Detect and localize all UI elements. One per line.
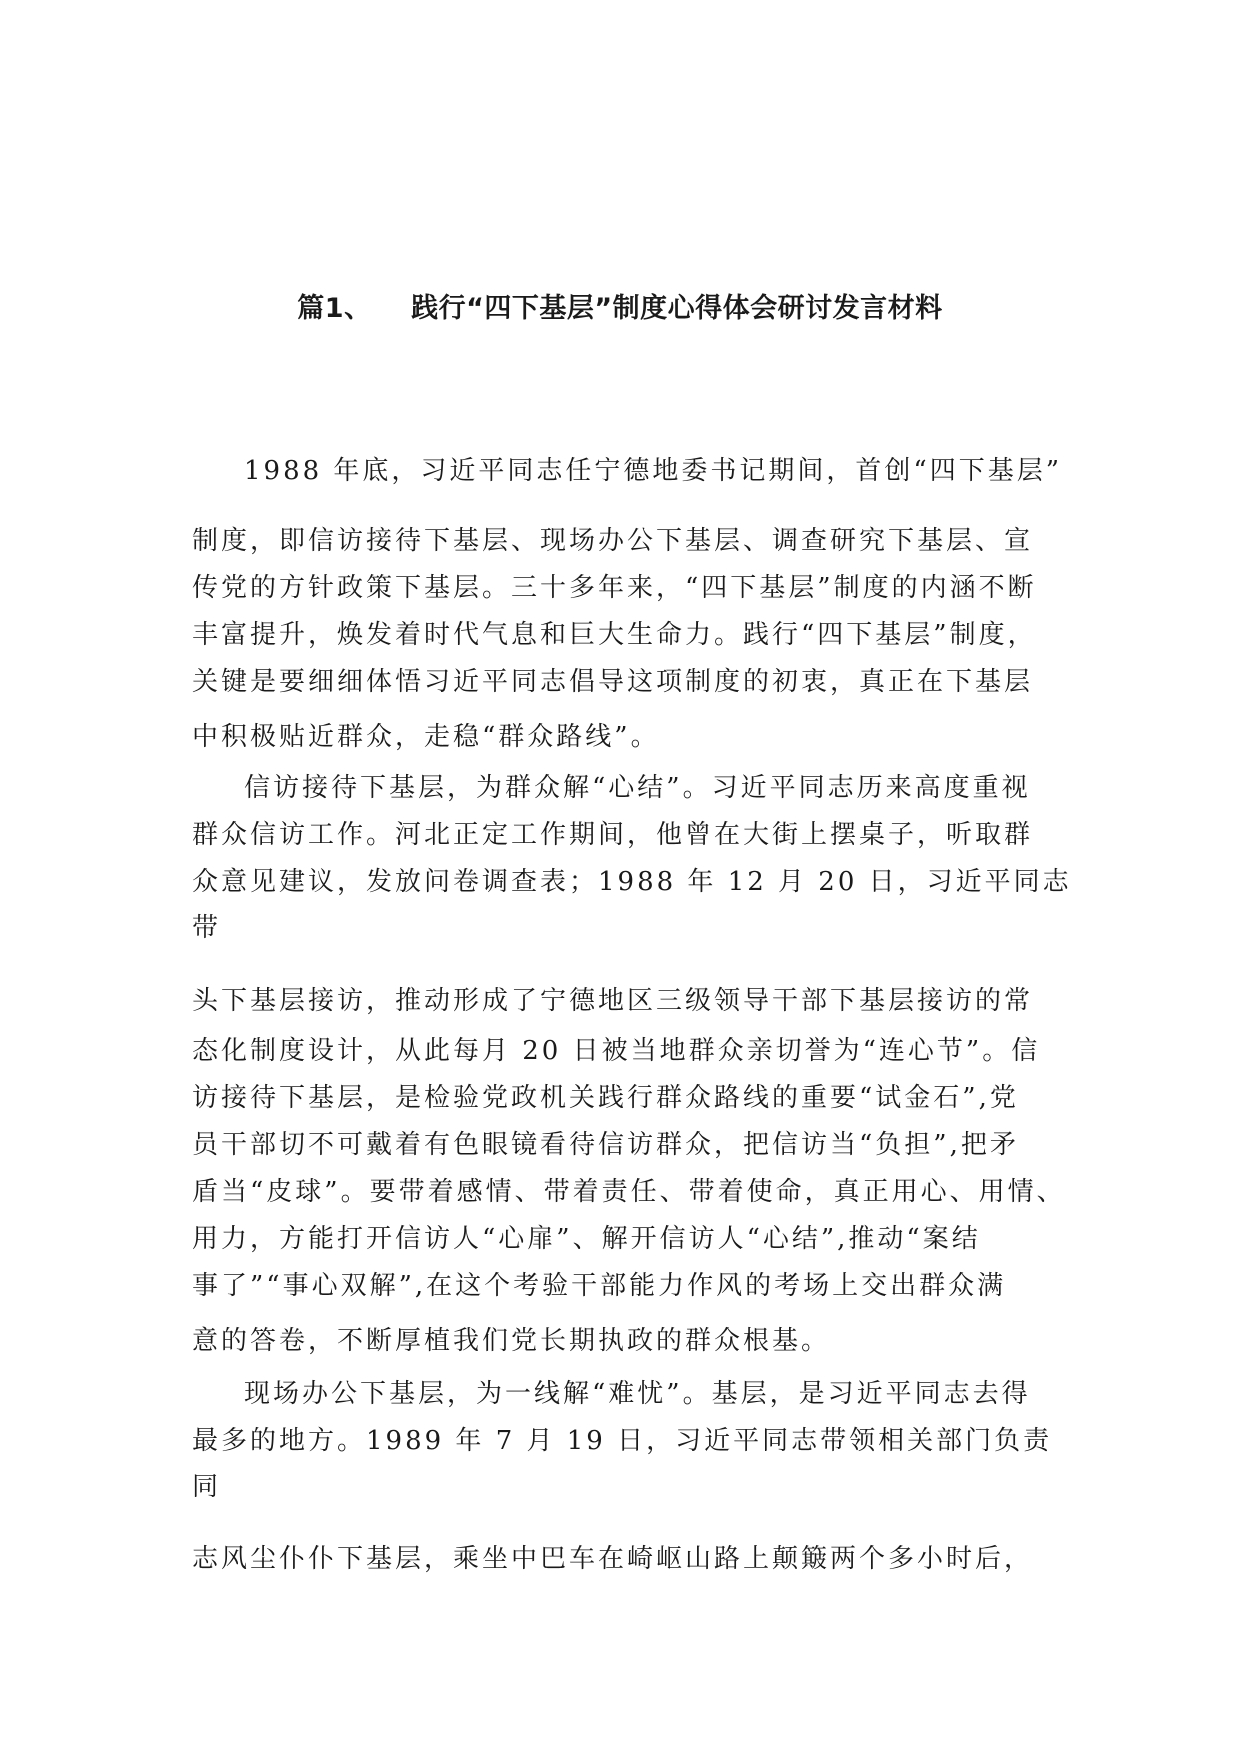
paragraph-line: 众意见建议，发放问卷调查表；1988 年 12 月 20 日，习近平同志 [192,867,1072,897]
paragraph-line: 用力，方能打开信访人“心扉”、解开信访人“心结”,推动“案结 [192,1224,981,1254]
paragraph-line: 盾当“皮球”。要带着感情、带着责任、带着使命，真正用心、用情、 [192,1177,1066,1207]
paragraph-line: 关键是要细细体悟习近平同志倡导这项制度的初衷，真正在下基层 [192,667,1034,697]
paragraph-line: 传党的方针政策下基层。三十多年来，“四下基层”制度的内涵不断 [192,573,1037,603]
paragraph-line: 员干部切不可戴着有色眼镜看待信访群众，把信访当“负担”,把矛 [192,1130,1019,1160]
paragraph-line: 信访接待下基层，为群众解“心结”。习近平同志历来高度重视 [244,773,1031,803]
paragraph-line: 态化制度设计，从此每月 20 日被当地群众亲切誉为“连心节”。信 [192,1036,1041,1066]
paragraph-line: 同 [192,1472,222,1502]
document-title: 篇1、 践行“四下基层”制度心得体会研讨发言材料 [297,293,943,324]
paragraph-line: 头下基层接访，推动形成了宁德地区三级领导干部下基层接访的常 [192,986,1034,1016]
paragraph-line: 带 [192,913,222,943]
paragraph-line: 中积极贴近群众，走稳“群众路线”。 [192,722,660,752]
paragraph-line: 制度，即信访接待下基层、现场办公下基层、调查研究下基层、宣 [192,526,1034,556]
paragraph-line: 现场办公下基层，为一线解“难忧”。基层，是习近平同志去得 [244,1379,1031,1409]
paragraph-line: 最多的地方。1989 年 7 月 19 日，习近平同志带领相关部门负责 [192,1426,1053,1456]
paragraph-line: 1988 年底，习近平同志任宁德地委书记期间，首创“四下基层” [244,456,1063,486]
paragraph-line: 志风尘仆仆下基层，乘坐中巴车在崎岖山路上颠簸两个多小时后， [192,1544,1034,1574]
paragraph-line: 意的答卷，不断厚植我们党长期执政的群众根基。 [192,1326,831,1356]
paragraph-line: 访接待下基层，是检验党政机关践行群众路线的重要“试金石”,党 [192,1083,1019,1113]
paragraph-line: 丰富提升，焕发着时代气息和巨大生命力。践行“四下基层”制度， [192,620,1037,650]
paragraph-line: 群众信访工作。河北正定工作期间，他曾在大街上摆桌子，听取群 [192,820,1034,850]
paragraph-line: 事了”“事心双解”,在这个考验干部能力作风的考场上交出群众满 [192,1271,1007,1301]
